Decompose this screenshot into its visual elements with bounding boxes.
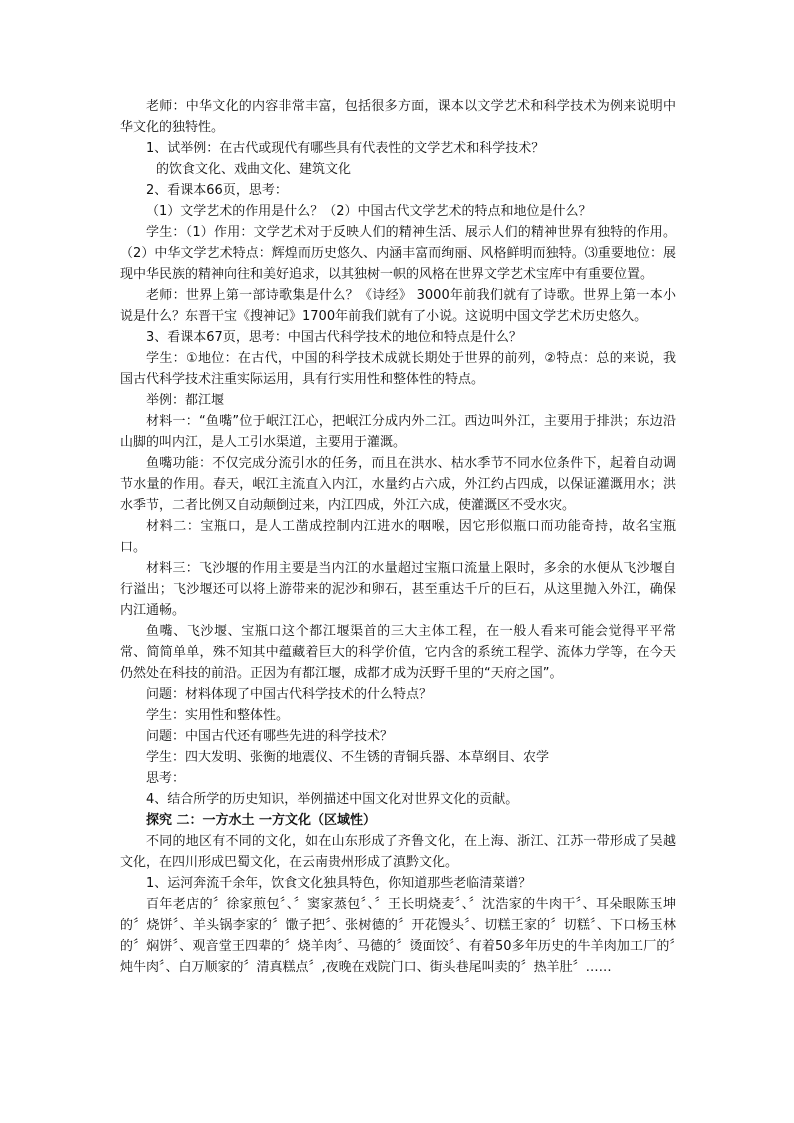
paragraph-question-2: 2、看课本66页，思考： — [146, 183, 288, 198]
paragraph-student-answer-2: 学生：（1）作用：文学艺术对于反映人们的精神生活、展示人们的精神世界有独特的作用。（2）中华文学艺术特点：辉煌而历史悠久、内涵丰富而绚丽、风格鲜明而独特。⑶重要地位：展现中华民族的精神向往和美好追求，以其独树一帜的风格在世界文学艺术宝库中有重要位置。 — [120, 225, 676, 282]
paragraph-teacher-intro: 老师：中华文化的内容非常丰富，包括很多方面，课本以文学艺术和科学技术为例来说明中华文化的独特性。 — [120, 99, 676, 135]
paragraph-material-1: 材料一：“鱼嘴”位于岷江江心，把岷江分成内外二江。西边叫外江，主要用于排洪；东边沿山脚的叫内江，是人工引水渠道，主要用于灌溉。 — [120, 414, 676, 450]
paragraph-example: 举例：都江堰 — [146, 393, 225, 408]
paragraph-fish-mouth-function: 鱼嘴功能：不仅完成分流引水的任务，而且在洪水、枯水季节不同水位条件下，起着自动调节水量的作用。春天，岷江主流直入内江，水量约占六成，外江约占四成，以保证灌溉用水；洪水季节，二者比例又自动颠倒过来，内江四成，外江六成，使灌溉区不受水灾。 — [120, 456, 676, 513]
paragraph-answer-other-tech: 学生：四大发明、张衡的地震仪、不生锈的青铜兵器、本草纲目、农学 — [146, 750, 550, 765]
paragraph-regional-cultures: 不同的地区有不同的文化，如在山东形成了齐鲁文化，在上海、浙江、江苏一带形成了吴越文化，在四川形成巴蜀文化，在云南贵州形成了滇黔文化。 — [120, 834, 676, 870]
paragraph-question-3: 3、看课本67页，思考：中国古代科学技术的地位和特点是什么？ — [146, 330, 522, 345]
section-heading-inquiry-2: 探究 二：一方水土 一方文化（区域性） — [146, 813, 377, 828]
paragraph-question-recipes: 1、运河奔流千余年，饮食文化独具特色，你知道那些老临清菜谱？ — [146, 876, 532, 891]
paragraph-student-answer-3: 学生：①地位：在古代，中国的科学技术成就长期处于世界的前列，②特点：总的来说，我国古代科学技术注重实际运用，具有行实用性和整体性的特点。 — [120, 351, 676, 387]
paragraph-teacher-literature: 老师：世界上第一部诗歌集是什么？《诗经》 3000年前我们就有了诗歌。世界上第一本小说是什么？东晋干宝《搜神记》1700年前我们就有了小说。这说明中国文学艺术历史悠久。 — [120, 288, 676, 324]
paragraph-recipes-list: 百年老店的〞徐家煎包〞、〞窦家蒸包〞、〞王长明烧麦〞、〞沈浩家的牛肉干〞、耳朵眼陈玉坤的〞烧饼〞、羊头锅李家的〞馓子把〞、张树德的〞开花馒头〞、切糕王家的〞切糕〞、下口杨玉林的〞焖饼〞、观音堂王四辈的〞烧羊肉〞、马德的〞烫面饺〞、有着50多年历史的牛羊肉加工厂的〞炖牛肉〞、白万顺家的〞清真糕点〞,夜晚在戏院门口、街头巷尾叫卖的〞热羊肚〞…… — [120, 897, 676, 975]
paragraph-question-2-sub: （1）文学艺术的作用是什么？（2）中国古代文学艺术的特点和地位是什么？ — [146, 204, 592, 219]
document-page — [120, 96, 676, 978]
paragraph-question-4: 4、结合所学的历史知识，举例描述中国文化对世界文化的贡献。 — [146, 792, 519, 807]
paragraph-think: 思考： — [146, 771, 186, 786]
paragraph-question-other-tech: 问题：中国古代还有哪些先进的科学技术？ — [146, 729, 394, 744]
paragraph-answer-1: 的饮食文化、戏曲文化、建筑文化 — [156, 162, 352, 177]
paragraph-material-3: 材料三：飞沙堰的作用主要是当内江的水量超过宝瓶口流量上限时，多余的水便从飞沙堰自行溢出；飞沙堰还可以将上游带来的泥沙和卵石，甚至重达千斤的巨石，从这里抛入外江，确保内江通畅。 — [120, 561, 676, 618]
paragraph-summary: 鱼嘴、飞沙堰、宝瓶口这个都江堰渠首的三大主体工程，在一般人看来可能会觉得平平常常、简简单单，殊不知其中蕴藏着巨大的科学价值，它内含的系统工程学、流体力学等，在今天仍然处在科技的前沿。正因为有都江堰，成都才成为沃野千里的“天府之国”。 — [120, 624, 676, 681]
paragraph-answer-feature: 学生：实用性和整体性。 — [146, 708, 290, 723]
paragraph-material-2: 材料二：宝瓶口，是人工凿成控制内江进水的咽喉，因它形似瓶口而功能奇持，故名宝瓶口。 — [120, 519, 676, 555]
paragraph-question-1: 1、试举例：在古代或现代有哪些具有代表性的文学艺术和科学技术？ — [146, 141, 545, 156]
paragraph-question-feature: 问题：材料体现了中国古代科学技术的什么特点？ — [146, 687, 433, 702]
